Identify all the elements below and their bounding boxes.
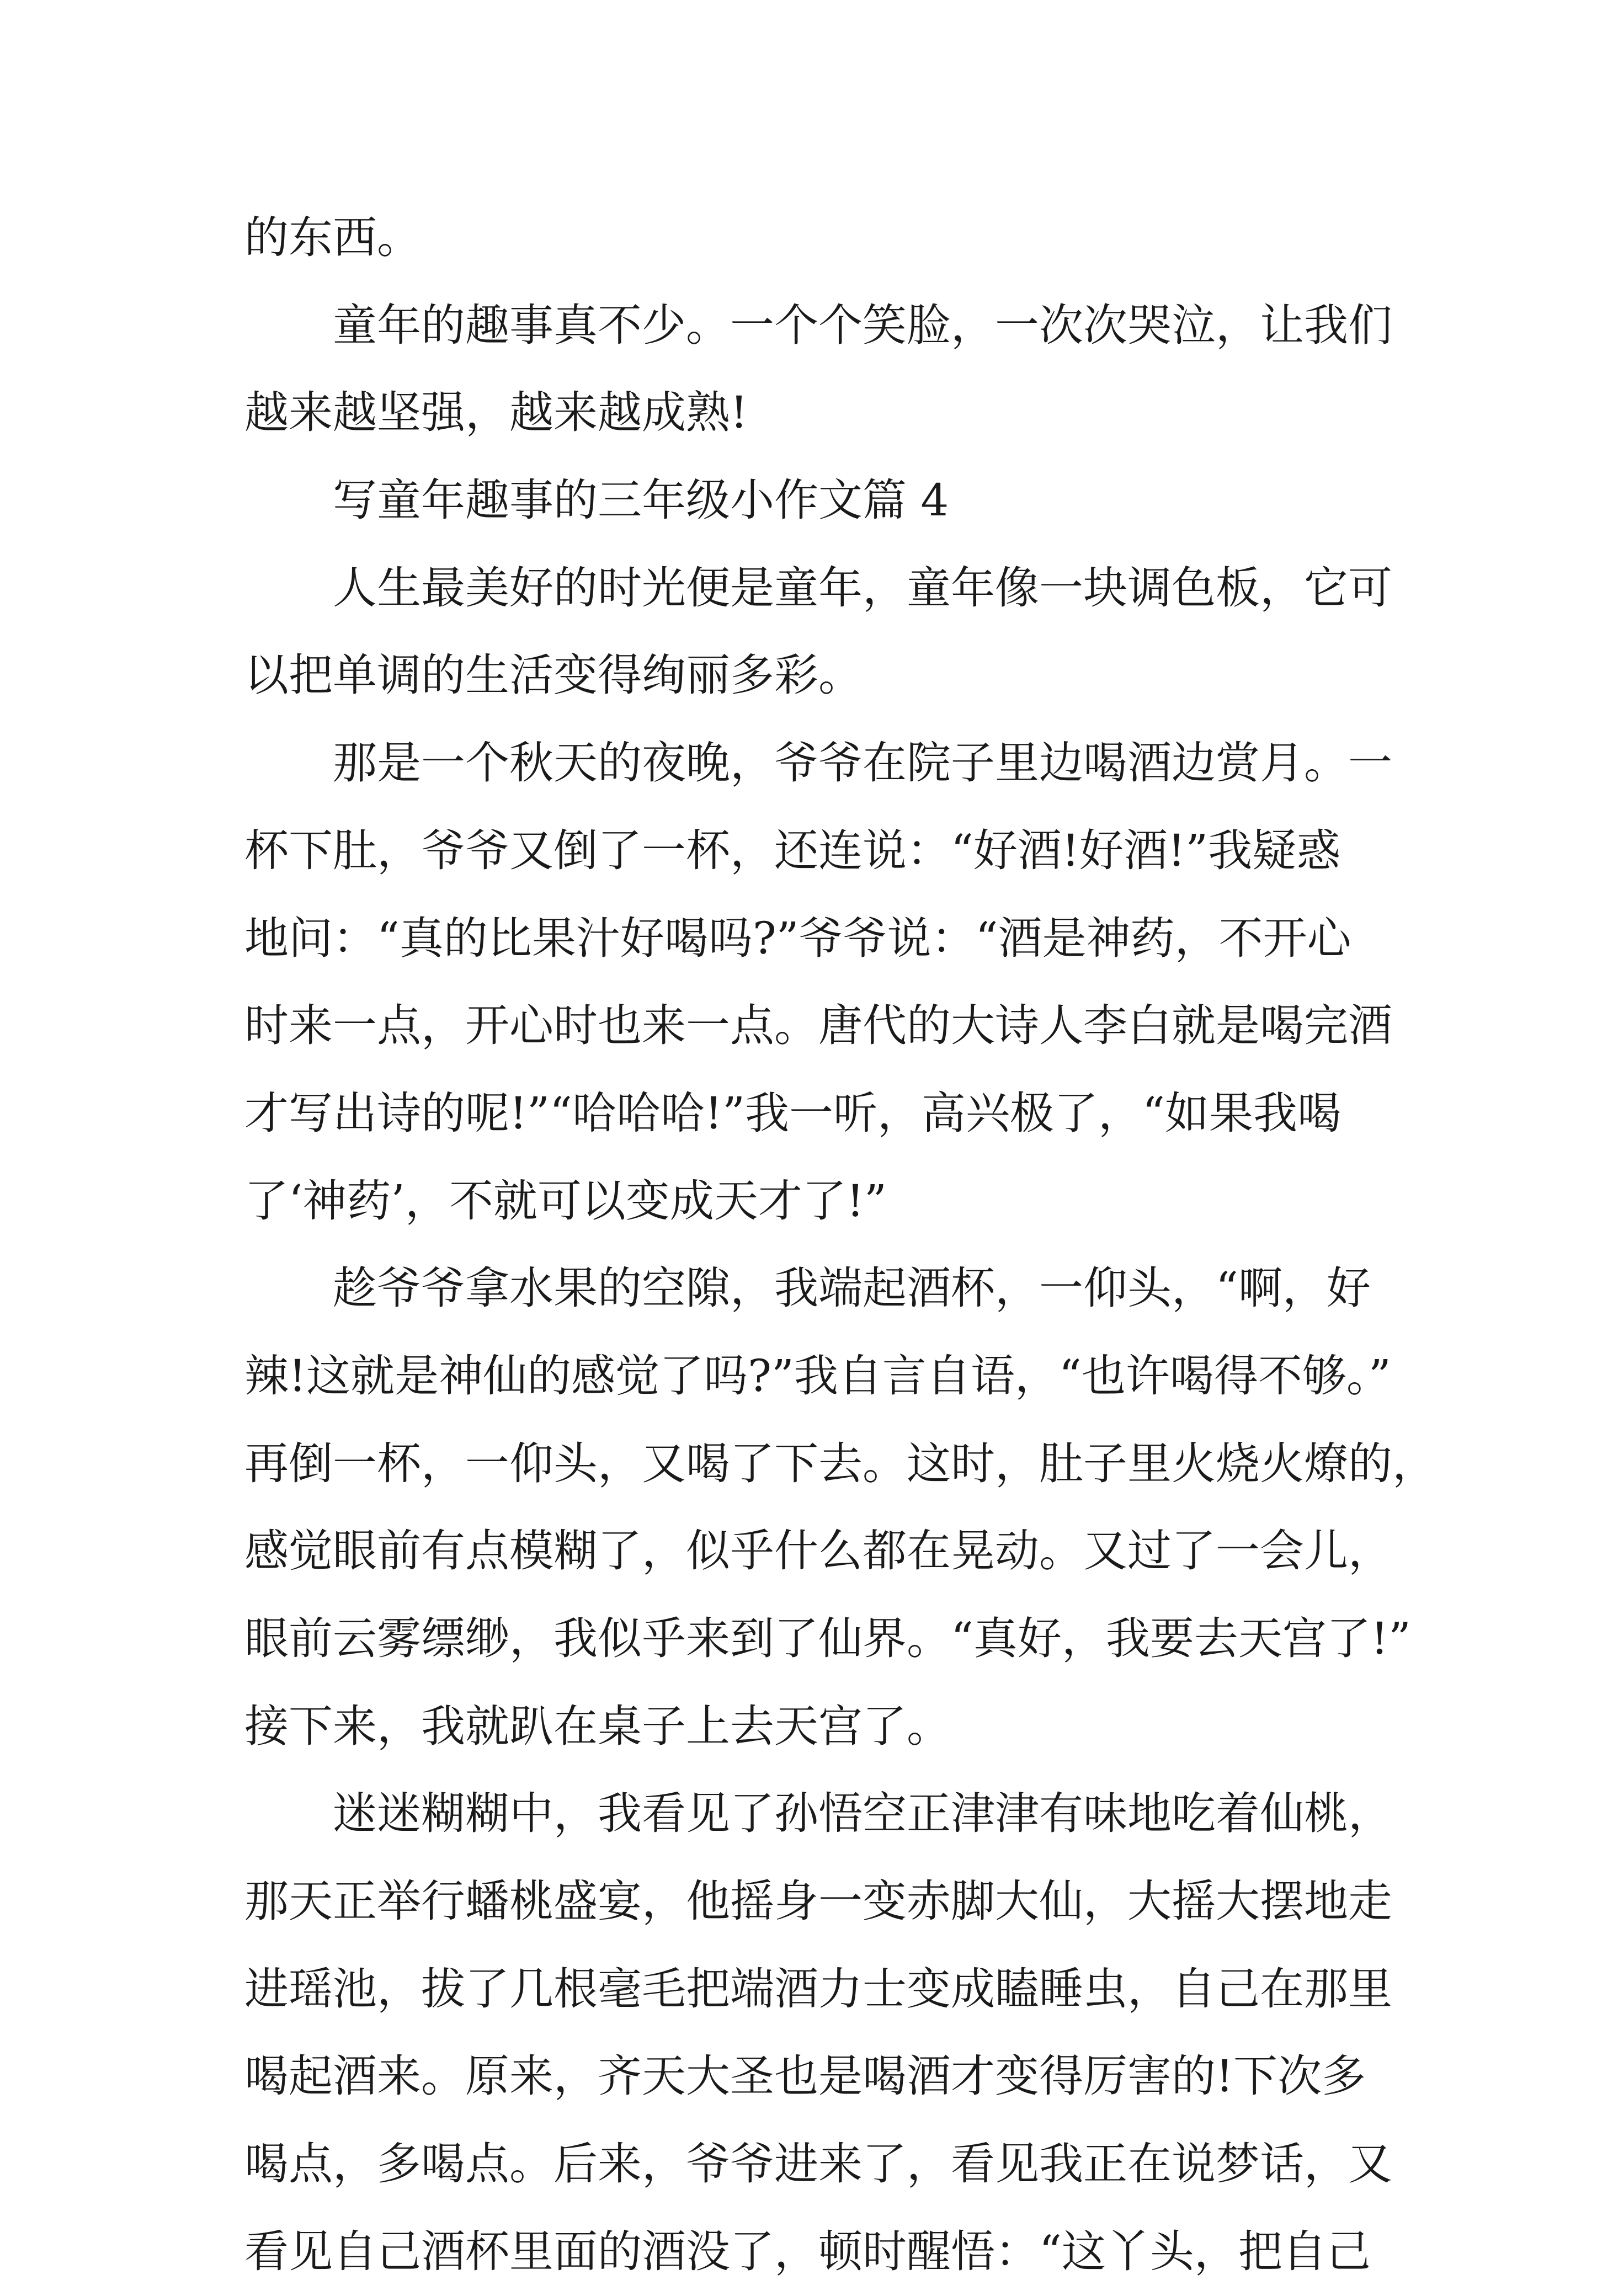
text-line: 地问：“真的比果汁好喝吗?”爷爷说：“酒是神药，不开心: [244, 912, 1351, 964]
text-line: 了‘神药’，不就可以变成天才了!”: [244, 1175, 887, 1227]
paragraph-first-line: 童年的趣事真不少。一个个笑脸，一次次哭泣，让我们: [333, 299, 1392, 351]
text-line: 时来一点，开心时也来一点。唐代的大诗人李白就是喝完酒: [244, 1000, 1392, 1052]
text-line: 才写出诗的呢!”“哈哈哈!”我一听，高兴极了，“如果我喝: [244, 1087, 1342, 1139]
text-line: 的东西。: [244, 212, 421, 263]
text-line: 感觉眼前有点模糊了，似乎什么都在晃动。又过了一会儿，: [244, 1525, 1392, 1577]
paragraph-first-line: 趁爷爷拿水果的空隙，我端起酒杯，一仰头，“啊，好: [333, 1262, 1371, 1314]
text-line: 越来越坚强，越来越成熟!: [244, 387, 748, 439]
text-line: 以把单调的生活变得绚丽多彩。: [244, 649, 863, 701]
text-line: 进瑶池，拔了几根毫毛把端酒力士变成瞌睡虫，自己在那里: [244, 1963, 1392, 2015]
text-line: 再倒一杯，一仰头，又喝了下去。这时，肚子里火烧火燎的，: [244, 1437, 1436, 1489]
text-line: 喝起酒来。原来，齐天大圣也是喝酒才变得厉害的!下次多: [244, 2050, 1366, 2102]
paragraph-first-line: 迷迷糊糊中，我看见了孙悟空正津津有味地吃着仙桃，: [333, 1788, 1392, 1840]
text-line: 喝点，多喝点。后来，爷爷进来了，看见我正在说梦话，又: [244, 2138, 1392, 2190]
text-line: 那天正举行蟠桃盛宴，他摇身一变赤脚大仙，大摇大摆地走: [244, 1876, 1392, 1927]
text-line: 辣!这就是神仙的感觉了吗?”我自言自语，“也许喝得不够。”: [244, 1350, 1391, 1402]
text-line: 眼前云雾缥缈，我似乎来到了仙界。“真好，我要去天宫了!”: [244, 1613, 1411, 1664]
paragraph-first-line: 人生最美好的时光便是童年，童年像一块调色板，它可: [333, 562, 1392, 614]
document-body: [244, 194, 1436, 2296]
section-heading: 写童年趣事的三年级小作文篇 4: [333, 475, 949, 526]
paragraph-first-line: 那是一个秋天的夜晚，爷爷在院子里边喝酒边赏月。一: [333, 737, 1392, 789]
text-line: 看见自己酒杯里面的酒没了，顿时醒悟：“这丫头，把自己: [244, 2225, 1371, 2277]
text-line: 杯下肚，爷爷又倒了一杯，还连说：“好酒!好酒!”我疑惑: [244, 824, 1341, 876]
text-line: 接下来，我就趴在桌子上去天宫了。: [244, 1700, 951, 1752]
